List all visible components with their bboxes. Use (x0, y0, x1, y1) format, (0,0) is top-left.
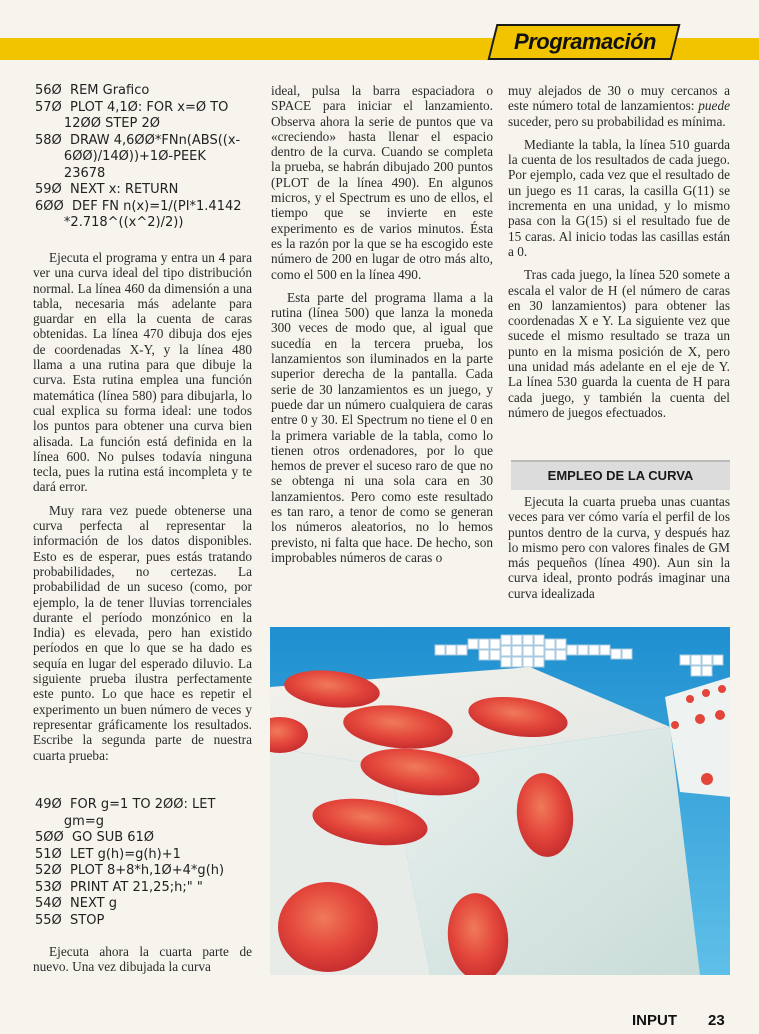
column-3-continued (508, 494, 730, 609)
col3-paragraph: Tras cada juego, la línea 520 somete a escala el valor de H (el número de caras en 30 lanzamientos) para obtener las coordenadas X e Y. La siguiente vez que sucede el mismo resultado se traza un punto en la misma posición de X, pero una unidad más adelante en el eje de Y. La línea 530 guarda la cuenta de H para cada juego, y también la cuenta del número de juegos efectuados. (508, 267, 730, 420)
col2-paragraph: Esta parte del programa llama a la rutina (línea 500) que lanza la moneda 300 veces de modo que, al igual que sucedía en la tercera prueba, los lanzamientos son iluminados en la parte superior derecha de la pantalla. Cada serie de 30 lanzamientos es un juego, y puede dar un número cualquiera de caras entre 0 y 30. El Spectrum no tiene el 0 en la primera variable de la tabla, como lo tienen otros ordenadores, por lo que hemos de prever el suceso raro de que no se obtenga ni una sola cara en 30 lanzamientos. Pero como este resultado es tan raro, a tenor de como se generan los números aleatorios, no lo hemos previsto, ni falta que hace. De hecho, son improbables números de caras o (271, 289, 493, 565)
col1-paragraph: Muy rara vez puede obtenerse una curva perfecta al representar la información de los datos disponibles. Esto es de esperar, pues estás tratando probabilidades, no certezas. La probabilidad de un suceso (como, por ejemplo, la de tener lluvias torrenciales durante el período monzónico en la India) es elevada, pero han existido períodos en que lo que se ha dado es sequía en lugar del esperado diluvio. La siguiente prueba ilustra perfectamente este punto. Lo que hace es repetir el experimento un buen número de veces y representar gráficamente los resultados. Escribe la segunda parte de nuestra cuarta prueba: (33, 502, 252, 763)
code-line: 23678 (35, 165, 106, 181)
code-line: 58Ø DRAW 4,6ØØ*FNn(ABS((x- (35, 132, 241, 148)
code-line: 53Ø PRINT AT 21,25;h;" " (35, 879, 203, 895)
code-line: 54Ø NEXT g (35, 896, 117, 911)
code-line: 5ØØ GO SUB 61Ø (35, 830, 155, 845)
code-line: 55Ø STOP (35, 912, 105, 928)
col3-emphasis: puede (698, 98, 730, 114)
page-number: 23 (708, 1012, 725, 1029)
section-heading: EMPLEO DE LA CURVA (511, 460, 730, 490)
column-2 (271, 83, 493, 573)
code-listing-1 (35, 83, 260, 232)
code-line: 51Ø LET g(h)=g(h)+1 (35, 846, 181, 862)
code-line: gm=g (35, 813, 104, 829)
code-line: 52Ø PLOT 8+8*h,1Ø+4*g(h) (35, 863, 225, 878)
column-1 (33, 250, 252, 771)
dice-illustration (270, 627, 730, 975)
col1-paragraph: Ejecuta el programa y entra un 4 para ver una curva ideal del tipo distribución normal. La línea 460 da dimensión a una tabla, necesaria más adelante para guardar en ella la cuenta de caras obtenidas. La línea 470 dibuja dos ejes de coordenadas X-Y, y la línea 480 llama a una rutina para que dibuje la curva. Esta rutina emplea una función matemática (línea 580) para dibujarla, lo cual explica su forma ideal: une todos los puntos para obtener una curva bien alisada. La función está definida en la línea 600. No pulses todavía ninguna tecla, pues la rutina está incompleta y te dará error. (33, 250, 252, 495)
col2-paragraph: ideal, pulsa la barra espaciadora o SPACE para iniciar el lanzamiento. Observa ahora la serie de puntos que va «creciendo» hasta llenar el espacio dentro de la curva. Cuando se completa la prueba, se habrán dibujado 200 puntos (PLOT de la línea 490). En algunos micros, y el Spectrum es uno de ellos, el tiempo que se invierte en este experimento es de varios minutos. Ésta es la razón por la que se ha escogido este número de 200 en lugar de otro más alto, como el 500 en la línea 490. (271, 83, 493, 282)
code-line: 6ØØ)/14Ø))+1Ø-PEEK (35, 149, 206, 164)
column-3 (508, 83, 730, 428)
column-1-tail (33, 944, 252, 983)
col3-paragraph (508, 83, 730, 129)
col3-text: suceder, pero su probabilidad es mínima. (508, 113, 726, 129)
col1-tail-paragraph: Ejecuta ahora la cuarta parte de nuevo. Una vez dibujada la curva (33, 944, 252, 975)
section-title: Programación (514, 29, 656, 54)
code-line: *2.718^((x^2)/2)) (35, 215, 184, 230)
footer-brand: INPUT (632, 1012, 677, 1029)
code-line: 12ØØ STEP 2Ø (35, 116, 160, 131)
code-line: 57Ø PLOT 4,1Ø: FOR x=Ø TO (35, 99, 229, 115)
col3-paragraph: Mediante la tabla, la línea 510 guarda la cuenta de los resultados de cada juego. Por ejemplo, cada vez que el resultado de un juego es 11 caras, la casilla G(11) se incrementa en una unidad, y lo mismo pasa con la G(15) si el resultado fue de 15 caras. Al inicio todas las casillas están a 0. (508, 136, 730, 259)
col3-text: muy alejados de 30 o muy cercanos a este número total de lanzamientos: (508, 83, 730, 114)
dice-artwork (270, 627, 730, 975)
code-listing-2 (35, 797, 260, 929)
code-line: 59Ø NEXT x: RETURN (35, 182, 179, 197)
code-line: 49Ø FOR g=1 TO 2ØØ: LET (35, 797, 216, 812)
code-line: 6ØØ DEF FN n(x)=1/(PI*1.4142 (35, 198, 242, 214)
col3-paragraph: Ejecuta la cuarta prueba unas cuantas veces para ver cómo varía el perfil de los puntos dentro de la curva, y después haz lo mismo pero con valores finales de GM más pequeños (línea 490). Aun sin la curva ideal, pronto podrás imaginar una curva idealizada (508, 494, 730, 601)
code-line: 56Ø REM Grafico (35, 83, 150, 98)
